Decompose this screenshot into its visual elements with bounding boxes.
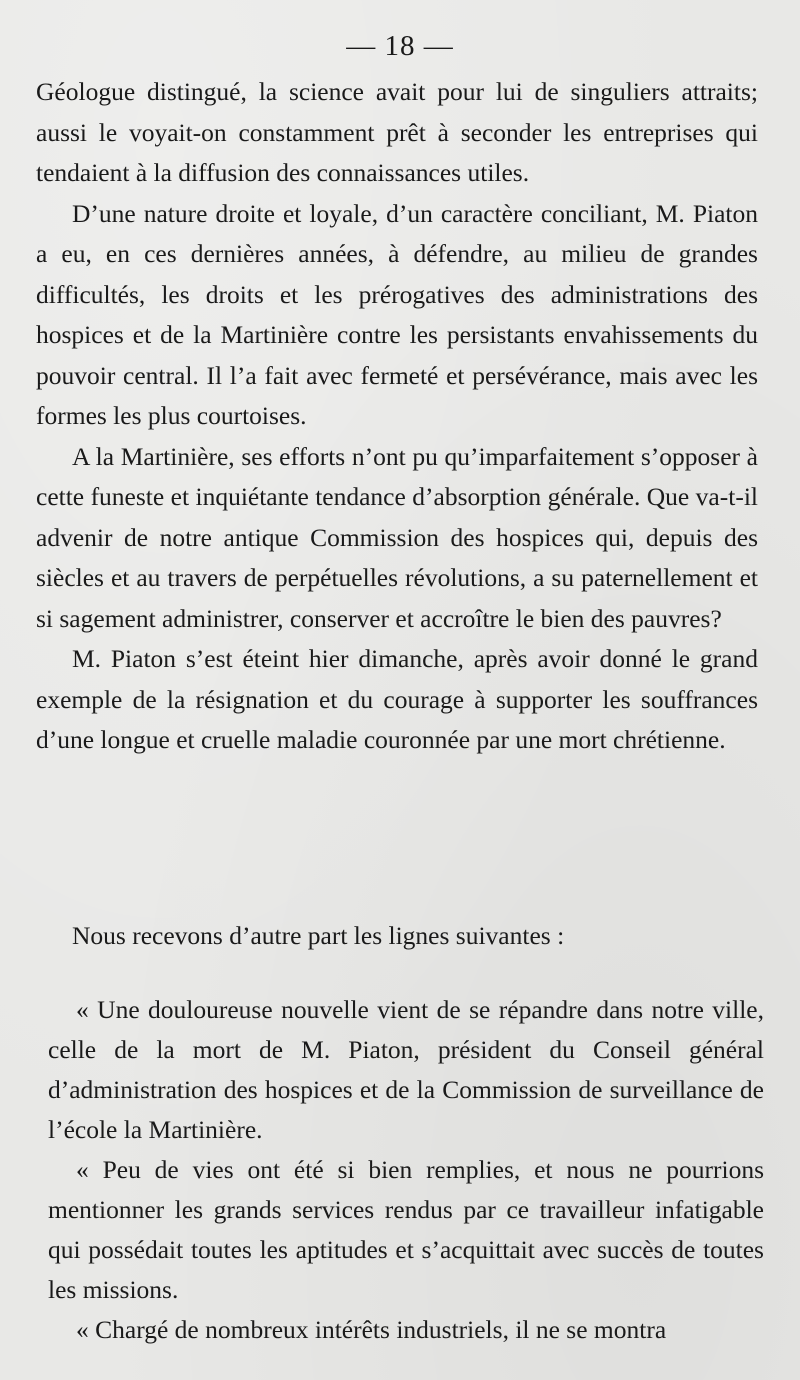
quoted-text [48,990,764,1350]
paragraph-death: M. Piaton s’est éteint hier dimanche, après avoir donné le grand exemple de la résignation et du courage à supporter les souffrances d’une longue et cruelle maladie couronnée par une mort chrétienne. [36,644,758,754]
quoted-paragraph-news: « Une douloureuse nouvelle vient de se répandre dans notre ville, celle de la mort de M. Piaton, président du Conseil général d’administration des hospices et de la Commission de surveillance de l’école la Martinière. [48,995,764,1144]
intro-section [72,916,758,957]
page-number: — 18 — [346,30,454,62]
paragraph-geologist: Géologue distingué, la science avait pour lui de singuliers attraits; aussi le voyait-on constamment prêt à seconder les entreprises qui tendaient à la diffusion des connaissances utiles. [36,77,758,187]
paragraph-martiniere: A la Martinière, ses efforts n’ont pu qu’imparfaitement s’opposer à cette funeste et inquiétante tendance d’absorption générale. Que va-t-il advenir de notre antique Commission des hospices qui, depuis des siècles et au travers de perpétuelles révolutions, a su paternellement et si sagement administrer, conserver et accroître le bien des pauvres? [36,441,758,633]
intro-line: Nous recevons d’autre part les lignes suivantes : [72,921,565,950]
main-text [36,72,758,761]
quoted-paragraph-services: « Peu de vies ont été si bien remplies, et nous ne pourrions mentionner les grands services rendus par ce travailleur infatigable qui possédait toutes les aptitudes et s’acquittait avec succès de toutes les missions. [48,1155,764,1304]
quoted-paragraph-interests: « Chargé de nombreux intérêts industriels, il ne se montra [76,1315,667,1344]
paragraph-nature: D’une nature droite et loyale, d’un caractère conciliant, M. Piaton a eu, en ces dernières années, à défendre, au milieu de grandes difficultés, les droits et les prérogatives des administrations des hospices et de la Martinière contre les persistants envahissements du pouvoir central. Il l’a fait avec fermeté et persévérance, mais avec les formes les plus courtoises. [36,198,758,430]
